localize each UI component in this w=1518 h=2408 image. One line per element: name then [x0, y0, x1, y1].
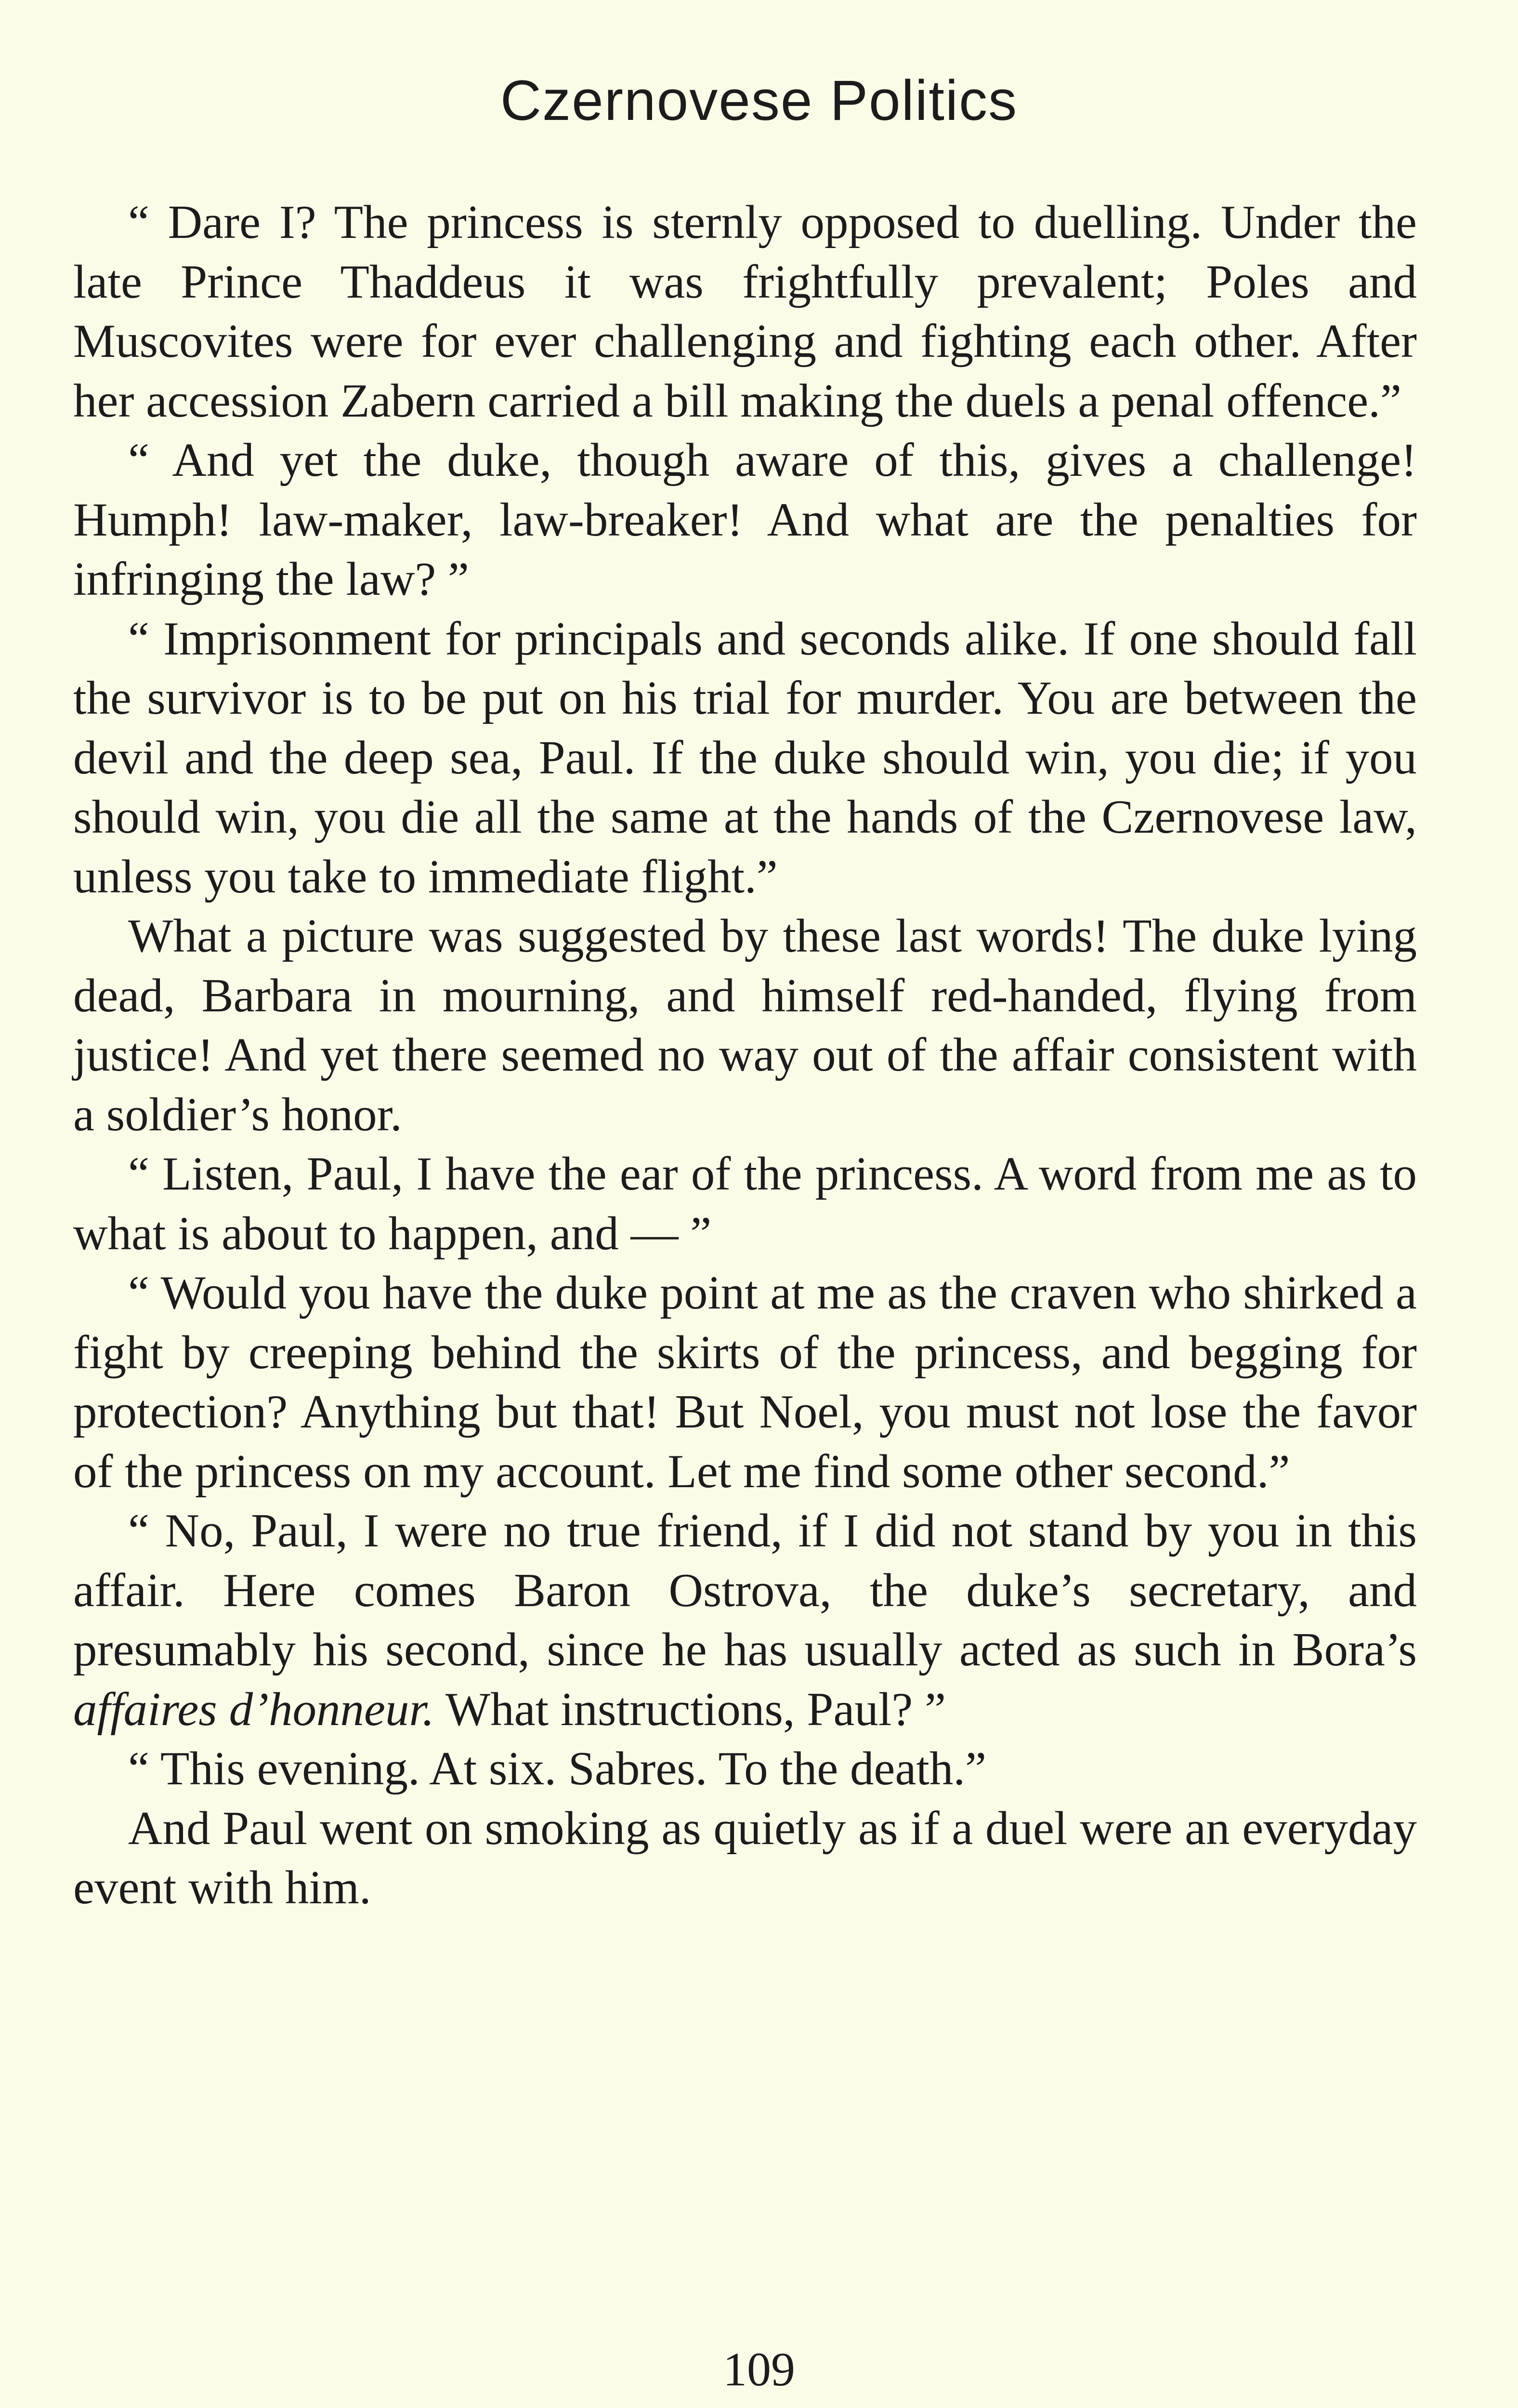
paragraph-no-paul [73, 1501, 1417, 1739]
paragraph-no-paul-end: What instructions, Paul? ” [434, 1683, 946, 1736]
paragraph-listen-paul: “ Listen, Paul, I have the ear of the princess. A word from me as to what is about to happen, and — ” [73, 1148, 1417, 1260]
paragraph-and-paul-went-on: And Paul went on smoking as quietly as if a duel were an everyday event with him. [73, 1802, 1417, 1914]
paragraph-this-evening: “ This evening. At six. Sabres. To the death.” [128, 1742, 987, 1795]
paragraph-would-you-have: “ Would you have the duke point at me as the craven who shirked a fight by creeping behind the skirts of the princess, and begging for protection? Anything but that! But Noel, you must not lose the favor of the princess on my account. Let me find some other second.” [73, 1267, 1417, 1498]
italic-phrase: affaires d’honneur. [73, 1683, 434, 1736]
paragraph-and-yet-the-duke: “ And yet the duke, though aware of this, gives a challenge! Humph! law-maker, law-breaker! And what are the penalties for infringing the law? ” [73, 434, 1417, 605]
running-head: Czernovese Politics [500, 69, 1018, 132]
paragraph-dare-i: “ Dare I? The princess is sternly opposed to duelling. Under the late Prince Thaddeus it was frightfully prevalent; Poles and Muscovites were for ever challenging and fighting each other. After her accession Zabern carried a bill making the duels a penal offence.” [73, 196, 1417, 427]
body-text [73, 193, 1417, 1918]
paragraph-what-a-picture: What a picture was suggested by these last words! The duke lying dead, Barbara in mourning, and himself red-handed, flying from justice! And yet there seemed no way out of the affair consistent with a soldier’s honor. [73, 910, 1417, 1141]
page-number: 109 [723, 2343, 795, 2396]
paragraph-no-paul-start: “ No, Paul, I were no true friend, if I did not stand by you in this affair. Here comes Baron Ostrova, the duke’s secretary, and presumably his second, since he has usually acted as such in Bora’s [73, 1505, 1417, 1676]
paragraph-imprisonment: “ Imprisonment for principals and seconds alike. If one should fall the survivor is to be put on his trial for murder. You are between the devil and the deep sea, Paul. If the duke should win, you die; if you should win, you die all the same at the hands of the Czernovese law, unless you take to immediate flight.” [73, 612, 1417, 903]
